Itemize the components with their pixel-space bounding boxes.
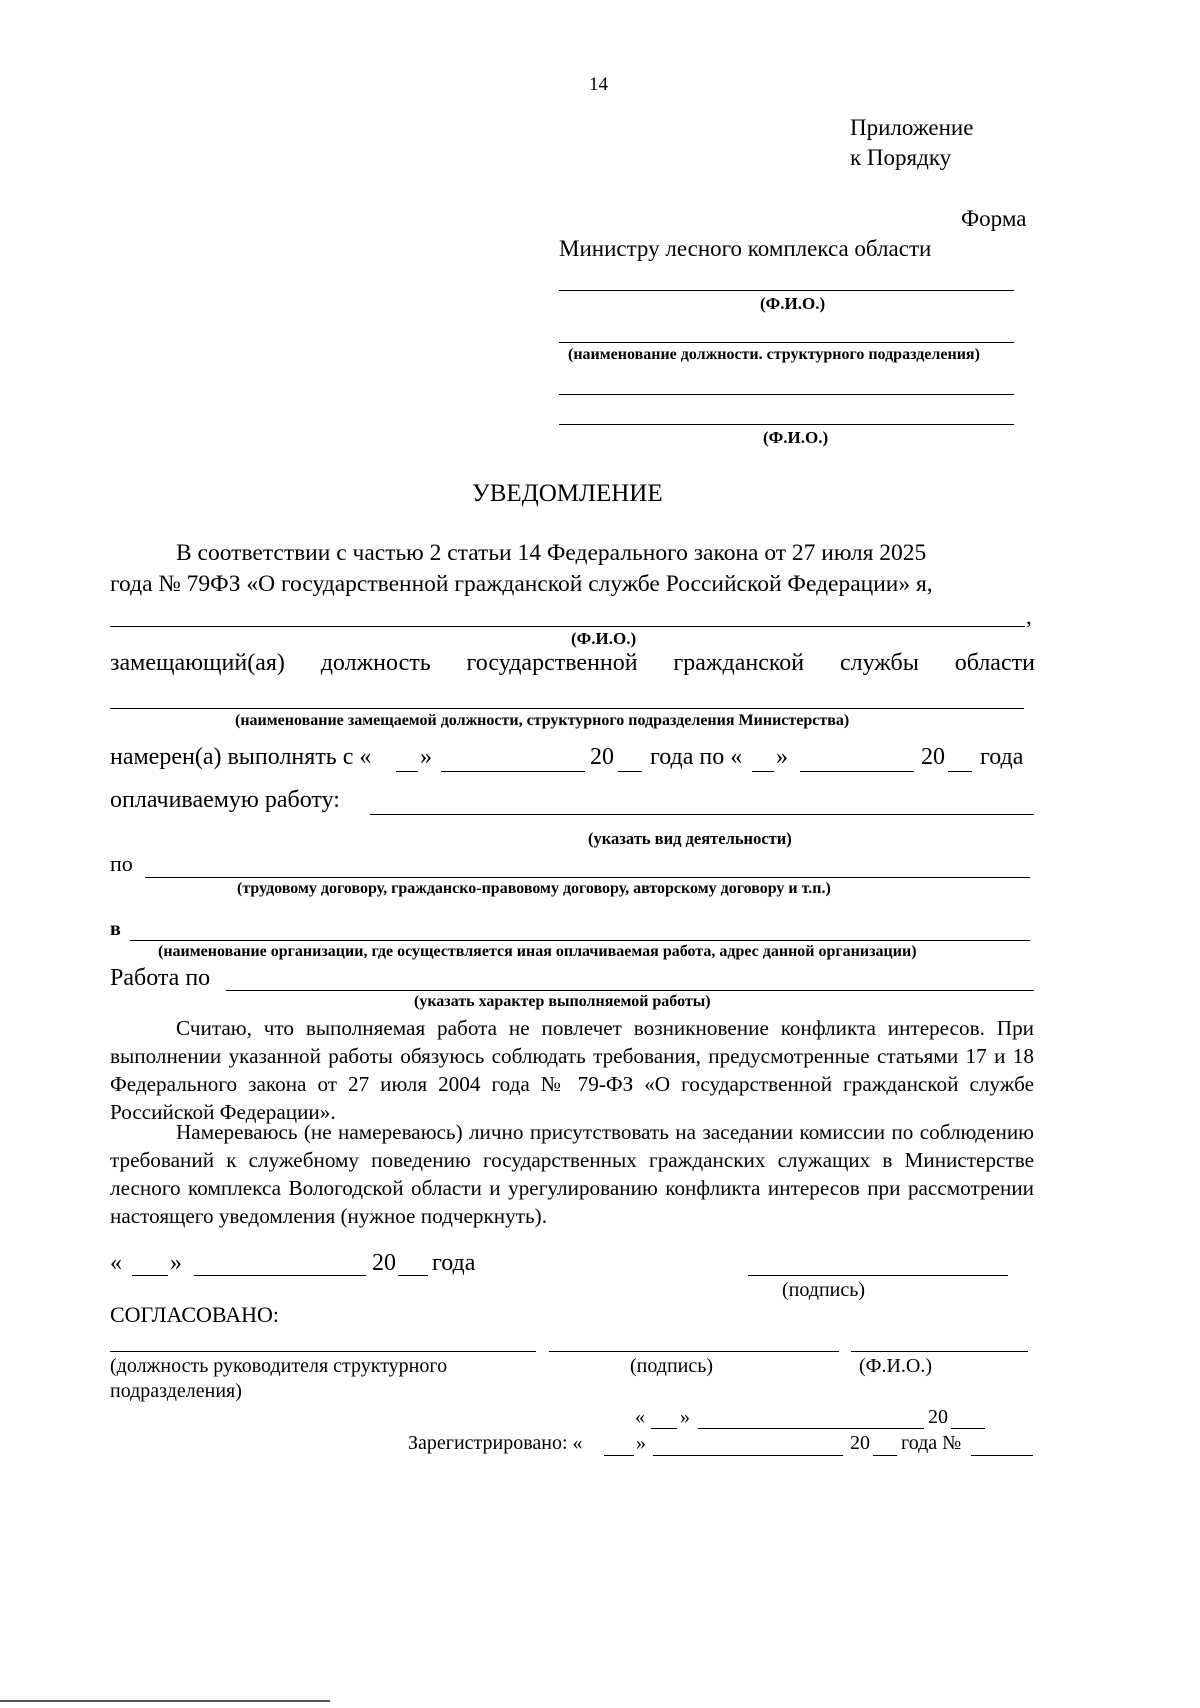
sender-position-line[interactable]	[559, 394, 1014, 395]
agreed-position-caption-1: (должность руководителя структурного	[110, 1355, 448, 1377]
intro-line1: В соответствии с частью 2 статьи 14 Федерального закона от 27 июля 2025	[176, 540, 927, 566]
position-word: области	[954, 650, 1035, 676]
po-caption: (трудовому договору, гражданско-правовому договору, авторскому договору и т.п.)	[237, 880, 831, 897]
sign-year-prefix: 20	[372, 1250, 396, 1276]
form-label: Форма	[961, 206, 1027, 231]
intro-line2: года № 79ФЗ «О государственной гражданской службе Российской Федерации» я,	[110, 571, 933, 597]
registered-god: года №	[901, 1432, 962, 1454]
start-day-field[interactable]	[396, 771, 418, 772]
declarant-fio-line[interactable]	[110, 626, 1025, 627]
document-title: УВЕДОМЛЕНИЕ	[472, 480, 663, 507]
position-line	[110, 650, 1035, 677]
declarant-comma: ,	[1026, 604, 1032, 629]
sign-date-god: года	[432, 1250, 476, 1276]
dates-quote-close-2: »	[776, 744, 788, 770]
v-field[interactable]	[130, 940, 1030, 941]
sign-year-field[interactable]	[398, 1275, 428, 1276]
registered-year-prefix: 20	[850, 1432, 870, 1454]
dates-god: года	[980, 744, 1024, 770]
agreed-date-close: »	[680, 1406, 690, 1428]
addressee-to: Министру лесного комплекса области	[559, 236, 932, 261]
v-label: в	[110, 918, 121, 940]
declarant-fio-caption: (Ф.И.О.)	[571, 629, 637, 648]
scan-edge-line	[0, 1700, 330, 1702]
agreed-position-caption-2: подразделения)	[110, 1380, 242, 1402]
work-by-caption: (указать характер выполняемой работы)	[414, 993, 711, 1010]
held-position-line[interactable]	[110, 708, 1024, 709]
appendix-line2: к Порядку	[850, 145, 952, 170]
position-word: должность	[320, 650, 431, 676]
registered-month-field[interactable]	[653, 1455, 843, 1456]
signature-field[interactable]	[748, 1275, 1008, 1276]
addressee-position-caption: (наименование должности. структурного подразделения)	[568, 346, 980, 363]
start-year-prefix: 20	[590, 744, 614, 770]
end-day-field[interactable]	[752, 771, 774, 772]
paid-work-label: оплачиваемую работу:	[110, 787, 340, 813]
agreed-year-field[interactable]	[951, 1428, 985, 1429]
po-field[interactable]	[145, 877, 1030, 878]
dates-quote-close: »	[420, 744, 432, 770]
po-label: по	[110, 851, 133, 876]
signature-caption: (подпись)	[782, 1279, 866, 1301]
paragraph-conflict: Считаю, что выполняемая работа не повлечет возникновение конфликта интересов. При выполнении указанной работы обязуюсь соблюдать требования, предусмотренные статьями 17 и 18 Федерального закона от 27 июля 2004 года № 79-ФЗ «О государственной гражданской службе Российской Федерации».	[110, 1016, 1034, 1124]
v-caption: (наименование организации, где осуществляется иная оплачиваемая работа, адрес данной организации)	[158, 943, 917, 960]
position-word: гражданской	[673, 650, 805, 676]
agreed-signature-field[interactable]	[549, 1351, 839, 1352]
paid-work-caption: (указать вид деятельности)	[588, 829, 792, 848]
sign-date-open: «	[110, 1250, 122, 1276]
registered-label: Зарегистрировано: «	[408, 1432, 583, 1454]
addressee-fio-caption: (Ф.И.О.)	[760, 294, 826, 313]
page-number: 14	[589, 74, 608, 95]
dates-to: года по «	[650, 744, 743, 770]
agreed-fio-field[interactable]	[851, 1351, 1028, 1352]
work-by-field[interactable]	[226, 990, 1034, 991]
agreed-year-prefix: 20	[928, 1406, 948, 1428]
agreed-signature-caption: (подпись)	[630, 1355, 714, 1377]
end-year-prefix: 20	[921, 744, 945, 770]
position-word: государственной	[466, 650, 638, 676]
agreed-fio-caption: (Ф.И.О.)	[859, 1355, 933, 1377]
agreed-day-field[interactable]	[651, 1428, 677, 1429]
agreed-date-open: «	[635, 1406, 645, 1428]
sender-fio-line[interactable]	[559, 424, 1014, 425]
registered-year-field[interactable]	[873, 1455, 897, 1456]
sign-month-field[interactable]	[194, 1275, 366, 1276]
registered-day-field[interactable]	[604, 1455, 634, 1456]
end-month-field[interactable]	[800, 771, 914, 772]
sender-fio-caption: (Ф.И.О.)	[763, 428, 829, 447]
agreed-month-field[interactable]	[698, 1428, 924, 1429]
position-word: замещающий(ая)	[110, 650, 285, 676]
agreed-label: СОГЛАСОВАНО:	[110, 1302, 279, 1327]
start-month-field[interactable]	[441, 771, 585, 772]
registered-close: »	[636, 1432, 646, 1454]
start-year-field[interactable]	[618, 771, 642, 772]
dates-intend: намерен(а) выполнять с «	[110, 744, 372, 770]
held-position-caption: (наименование замещаемой должности, структурного подразделения Министерства)	[235, 712, 850, 729]
addressee-position-line[interactable]	[559, 342, 1014, 343]
paid-work-field[interactable]	[370, 814, 1034, 815]
addressee-fio-line[interactable]	[559, 290, 1014, 291]
work-by-label: Работа по	[110, 965, 211, 991]
paragraph-commission: Намереваюсь (не намереваюсь) лично присутствовать на заседании комиссии по соблюдению требований к служебному поведению государственных гражданских служащих в Министерстве лесного комплекса Вологодской области и урегулированию конфликта интересов при рассмотрении настоящего уведомления (нужное подчеркнуть).	[110, 1120, 1034, 1228]
sign-day-field[interactable]	[132, 1275, 168, 1276]
appendix-line1: Приложение	[850, 115, 974, 140]
position-word: службы	[839, 650, 919, 676]
registered-number-field[interactable]	[971, 1455, 1033, 1456]
agreed-position-field[interactable]	[110, 1351, 536, 1352]
sign-date-close: »	[170, 1250, 182, 1276]
end-year-field[interactable]	[948, 771, 972, 772]
